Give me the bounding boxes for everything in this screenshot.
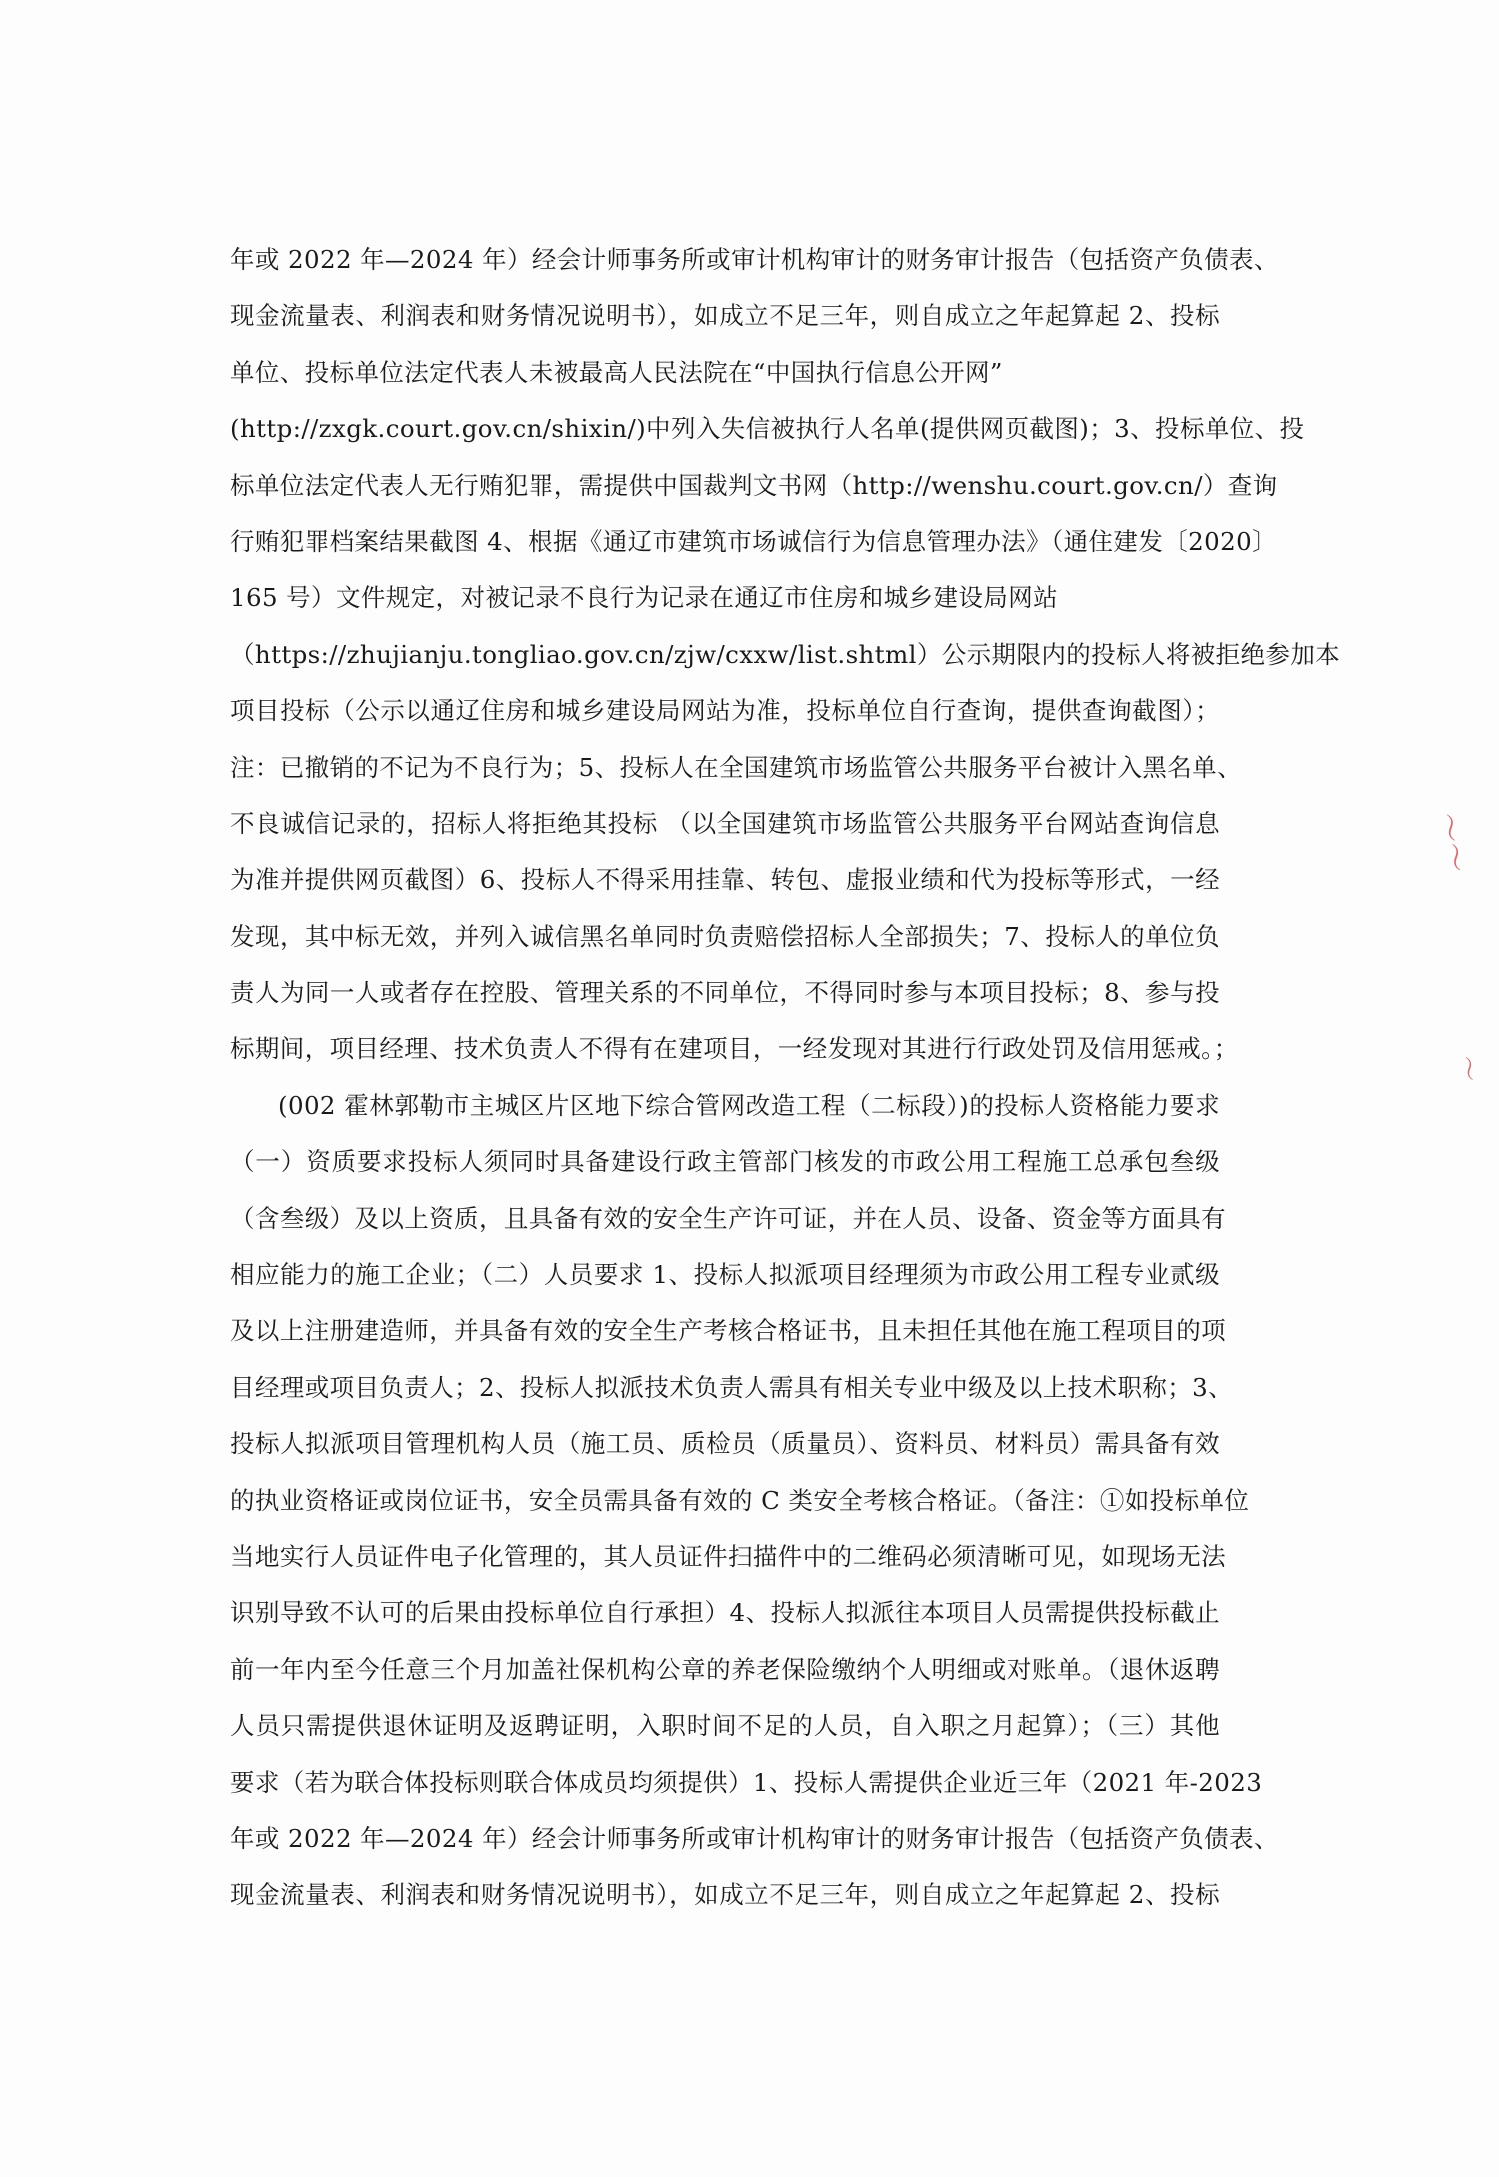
text-line: 相应能力的施工企业；（二）人员要求 1、投标人拟派项目经理须为市政公用工程专业贰级 xyxy=(230,1260,1220,1290)
text-line: 目经理或项目负责人；2、投标人拟派技术负责人需具有相关专业中级及以上技术职称；3、 xyxy=(230,1372,1234,1402)
text-line: 注：已撤销的不记为不良行为；5、投标人在全国建筑市场监管公共服务平台被计入黑名单、 xyxy=(230,752,1242,782)
text-line: 当地实行人员证件电子化管理的，其人员证件扫描件中的二维码必须清晰可见，如现场无法 xyxy=(230,1541,1226,1571)
text-line: 单位、投标单位法定代表人未被最高人民法院在“中国执行信息公开网” xyxy=(230,357,1003,387)
text-line: 年或 2022 年—2024 年）经会计师事务所或审计机构审计的财务审计报告（包括资产负债表、 xyxy=(230,1823,1279,1853)
text-line: （https://zhujianju.tongliao.gov.cn/zjw/cxxw/list.shtml）公示期限内的投标人将被拒绝参加本 xyxy=(230,639,1341,669)
seal-edge-mark: 〜 xyxy=(1450,1053,1485,1085)
text-line: 识别导致不认可的后果由投标单位自行承担）4、投标人拟派往本项目人员需提供投标截止 xyxy=(230,1598,1220,1628)
text-line: 165 号）文件规定，对被记录不良行为记录在通辽市住房和城乡建设局网站 xyxy=(230,583,1059,613)
document-body xyxy=(230,232,1341,1924)
text-line: 前一年内至今任意三个月加盖社保机构公章的养老保险缴纳个人明细或对账单。（退休返聘 xyxy=(230,1654,1220,1684)
text-line: 现金流量表、利润表和财务情况说明书），如成立不足三年，则自成立之年起算起 2、投标 xyxy=(230,301,1220,331)
seal-edge-mark: 〜〜 xyxy=(1429,810,1474,876)
text-line: 的执业资格证或岗位证书，安全员需具备有效的 C 类安全考核合格证。（备注：①如投标单位 xyxy=(230,1485,1250,1515)
text-line: 要求（若为联合体投标则联合体成员均须提供）1、投标人需提供企业近三年（2021 年-2023 xyxy=(230,1767,1263,1797)
text-line: 标单位法定代表人无行贿犯罪，需提供中国裁判文书网（http://wenshu.court.gov.cn/）查询 xyxy=(230,470,1278,500)
text-line: 项目投标（公示以通辽住房和城乡建设局网站为准，投标单位自行查询，提供查询截图）； xyxy=(230,696,1220,726)
text-line: 标期间，项目经理、技术负责人不得有在建项目，一经发现对其进行行政处罚及信用惩戒。； xyxy=(230,1034,1239,1064)
text-line: 及以上注册建造师，并具备有效的安全生产考核合格证书，且未担任其他在施工程项目的项 xyxy=(230,1316,1226,1346)
text-line: 行贿犯罪档案结果截图 4、根据《通辽市建筑市场诚信行为信息管理办法》（通住建发〔2020〕 xyxy=(230,526,1277,556)
text-line: (http://zxgk.court.gov.cn/shixin/)中列入失信被执行人名单(提供网页截图)；3、投标单位、投 xyxy=(230,414,1305,444)
text-line: 现金流量表、利润表和财务情况说明书），如成立不足三年，则自成立之年起算起 2、投标 xyxy=(230,1880,1220,1910)
text-line: 不良诚信记录的，招标人将拒绝其投标 （以全国建筑市场监管公共服务平台网站查询信息 xyxy=(230,808,1220,838)
text-line: 责人为同一人或者存在控股、管理关系的不同单位，不得同时参与本项目投标；8、参与投 xyxy=(230,978,1220,1008)
section-heading: (002 霍林郭勒市主城区片区地下综合管网改造工程（二标段）)的投标人资格能力要求 xyxy=(278,1090,1220,1120)
text-line: （一）资质要求投标人须同时具备建设行政主管部门核发的市政公用工程施工总承包叁级 xyxy=(230,1147,1220,1177)
text-line: 发现，其中标无效，并列入诚信黑名单同时负责赔偿招标人全部损失；7、投标人的单位负 xyxy=(230,921,1220,951)
text-line: 投标人拟派项目管理机构人员（施工员、质检员（质量员）、资料员、材料员）需具备有效 xyxy=(230,1429,1220,1459)
text-line: 年或 2022 年—2024 年）经会计师事务所或审计机构审计的财务审计报告（包括资产负债表、 xyxy=(230,245,1279,274)
text-line: 为准并提供网页截图）6、投标人不得采用挂靠、转包、虚报业绩和代为投标等形式，一经 xyxy=(230,865,1220,895)
text-line: 人员只需提供退休证明及返聘证明，入职时间不足的人员，自入职之月起算）；（三）其他 xyxy=(230,1711,1220,1741)
text-line: （含叁级）及以上资质，且具备有效的安全生产许可证，并在人员、设备、资金等方面具有 xyxy=(230,1203,1226,1233)
